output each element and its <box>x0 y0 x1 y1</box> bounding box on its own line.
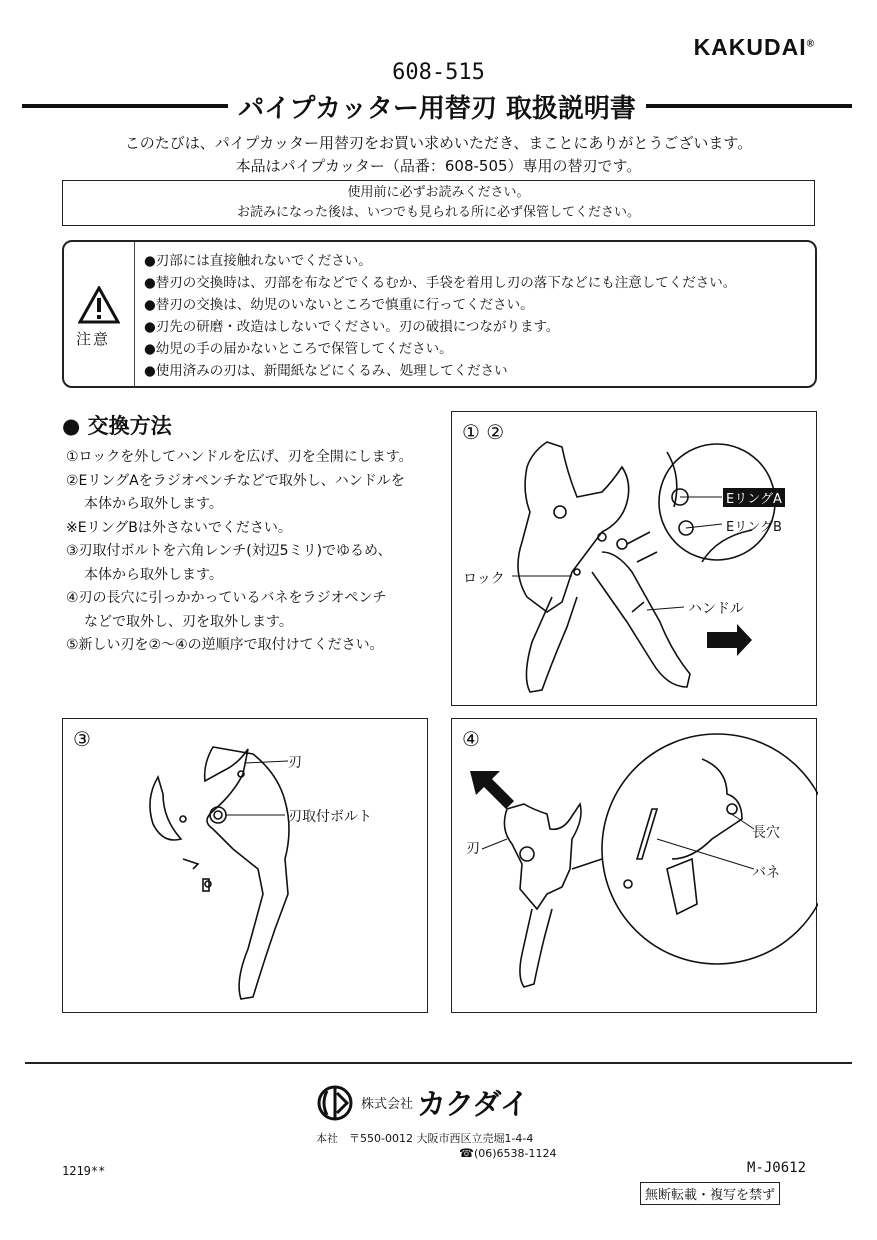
company-prefix: 株式会社 <box>361 1097 414 1112</box>
step-2-cont: 本体から取外します。 <box>84 496 223 512</box>
figure-4-panel <box>451 718 817 1013</box>
figure-1-2-panel <box>451 411 817 706</box>
section-title <box>62 410 172 440</box>
section-title-text: 交換方法 <box>87 414 172 438</box>
step-3-cont: 本体から取外します。 <box>84 566 223 583</box>
step-5: ⑤新しい刃を②～④の逆順序で取付けてください。 <box>66 637 384 653</box>
step-4-cont: などで取外し、刃を取外します。 <box>84 613 293 630</box>
intro-line-2: 本品はパイプカッター（品番：608-505）専用の替刃です。 <box>235 157 642 175</box>
blade-label: 刃 <box>288 755 302 771</box>
notice-line-1: 使用前に必ずお読みください。 <box>347 185 530 200</box>
figure-3-number: ③ <box>73 727 91 751</box>
figure-4-number: ④ <box>462 727 480 751</box>
read-notice-box <box>62 180 815 226</box>
caution-item: ●替刃の交換時は、刃部を布などでくるむか、手袋を着用し刃の落下などにも注意してください。 <box>144 275 737 291</box>
warning-triangle-icon <box>78 286 120 324</box>
title-rule-right <box>646 104 852 108</box>
caution-item: ●刃部には直接触れないでください。 <box>144 253 372 269</box>
step-4: ④刃の長穴に引っかかっているバネをラジオペンチ <box>66 590 387 606</box>
caution-label: 注意 <box>76 330 111 348</box>
spring-label: バネ <box>752 865 780 881</box>
long-hole-label: 長穴 <box>752 825 780 841</box>
e-ring-b-label: EリングB <box>726 520 782 535</box>
company-address: 本社 〒550-0012 大阪市西区立売堀1-4-4 <box>316 1132 534 1145</box>
company-logo <box>315 1082 528 1123</box>
figure-3-panel <box>62 718 428 1013</box>
date-code: 1219** <box>62 1164 106 1178</box>
company-phone-row <box>459 1146 557 1160</box>
step-3: ③刃取付ボルトを六角レンチ(対辺5ミリ)でゆるめ、 <box>66 543 392 559</box>
phone-icon: ☎ <box>459 1146 474 1160</box>
company-phone: (06)6538-1124 <box>473 1147 557 1160</box>
step-list <box>66 446 446 658</box>
step-1: ①ロックを外してハンドルを広げ、刃を全開にします。 <box>66 449 413 465</box>
notice-line-2: お読みになった後は、いつでも見られる所に必ず保管してください。 <box>236 205 640 220</box>
figure-1-2-number: ① ② <box>462 420 505 444</box>
caution-box <box>62 240 817 388</box>
blade-bolt-label: 刃取付ボルト <box>288 809 372 825</box>
footer-divider <box>25 1062 852 1064</box>
step-note: ※EリングBは外さないでください。 <box>66 519 292 536</box>
registered-mark: ® <box>806 38 815 50</box>
document-code: M-J0612 <box>747 1160 807 1176</box>
title-rule-left <box>22 104 228 108</box>
caution-item: ●替刃の交換は、幼児のいないところで慎重に行ってください。 <box>144 297 534 313</box>
document-title: パイプカッター用替刃 取扱説明書 <box>238 93 636 124</box>
e-ring-a-label: EリングA <box>723 488 785 507</box>
blade-assembly-illustration <box>63 719 429 1014</box>
caution-label-cell <box>64 242 135 386</box>
section-bullet: ● <box>62 414 81 438</box>
brand-name: KAKUDAI <box>693 34 807 60</box>
brand-logo <box>694 34 815 61</box>
blade-label: 刃 <box>466 841 480 857</box>
caution-list <box>144 250 736 382</box>
intro-line-1: このたびは、パイプカッター用替刃をお買い求めいただき、まことにありがとうございます。 <box>124 134 753 152</box>
document-title-row <box>22 88 852 124</box>
pipe-cutter-open-illustration <box>452 412 818 707</box>
caution-item: ●使用済みの刃は、新聞紙などにくるみ、処理してください <box>144 363 508 379</box>
no-reproduction-notice: 無断転載・複写を禁ず <box>640 1182 780 1205</box>
handle-label: ハンドル <box>688 601 744 617</box>
model-number: 608-515 <box>392 60 485 85</box>
caution-item: ●刃先の研磨・改造はしないでください。刃の破損につながります。 <box>144 319 560 335</box>
step-2: ②EリングAをラジオペンチなどで取外し、ハンドルを <box>66 472 405 489</box>
company-name: カクダイ <box>417 1087 528 1121</box>
company-emblem-icon <box>315 1083 355 1123</box>
lock-label: ロック <box>463 571 505 587</box>
caution-item: ●幼児の手の届かないところで保管してください。 <box>144 341 453 357</box>
